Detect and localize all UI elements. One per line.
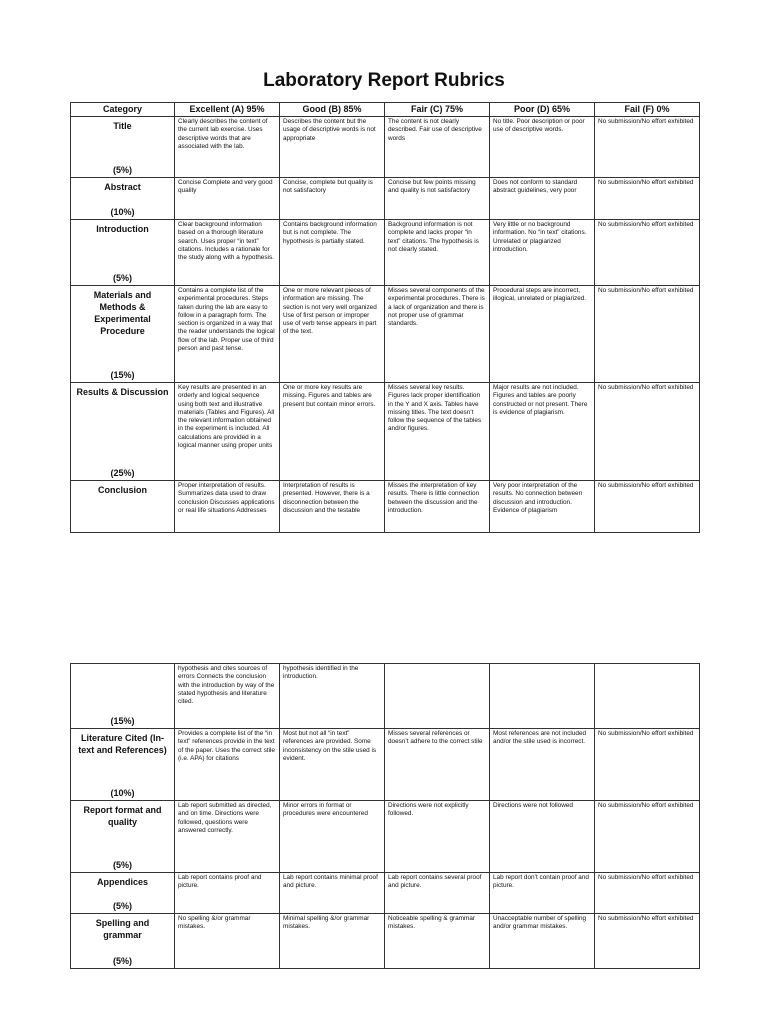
criteria-cell-good: Minor errors in format or procedures were encountered	[280, 801, 385, 873]
rubric-body-1	[71, 117, 700, 533]
criteria-cell-fair	[385, 664, 490, 729]
criteria-cell-good: hypothesis identified in the introduction.	[280, 664, 385, 729]
criteria-cell-poor	[490, 664, 595, 729]
criteria-cell-fair: The content is not clearly described. Fair use of descriptive words	[385, 117, 490, 178]
rubric-row	[71, 383, 700, 481]
criteria-cell-poor: Does not conform to standard abstract guidelines, very poor	[490, 178, 595, 220]
category-weight: (5%)	[112, 273, 132, 283]
category-cell	[71, 220, 175, 286]
criteria-cell-fail: No submission/No effort exhibited	[595, 286, 700, 383]
category-weight: (5%)	[112, 956, 132, 966]
category-name: Report format and quality	[83, 805, 162, 827]
criteria-cell-poor: Unacceptable number of spelling and/or grammar mistakes.	[490, 914, 595, 969]
criteria-cell-good: Describes the content but the usage of descriptive words is not appropriate	[280, 117, 385, 178]
criteria-cell-good: Most but not all “in text” references are provided. Some inconsistency on the stile used is evident.	[280, 729, 385, 801]
header-category: Category	[71, 103, 175, 117]
category-cell	[71, 383, 175, 481]
category-weight: (5%)	[112, 165, 132, 175]
criteria-cell-fair: Concise but few points missing and quality is not satisfactory	[385, 178, 490, 220]
criteria-cell-poor: No title. Poor description or poor use of descriptive words.	[490, 117, 595, 178]
category-name: Materials and Methods & Experimental Procedure	[93, 290, 152, 336]
criteria-cell-excellent: hypothesis and cites sources of errors Connects the conclusion with the introduction by way of the stated hypothesis and literature cited.	[175, 664, 280, 729]
criteria-cell-fair: Misses the interpretation of key results. There is little connection between the discussion and the introduction.	[385, 481, 490, 533]
criteria-cell-poor: Directions were not followed	[490, 801, 595, 873]
rubric-row	[71, 117, 700, 178]
header-excellent: Excellent (A) 95%	[175, 103, 280, 117]
criteria-cell-good: Interpretation of results is presented. However, there is a disconnection between the discussion and the testable	[280, 481, 385, 533]
criteria-cell-excellent: Clearly describes the content of the current lab exercise. Uses descriptive words that are associated with the lab.	[175, 117, 280, 178]
criteria-cell-poor: Major results are not included. Figures and tables are poorly constructed or not present. There is evidence of plagiarism.	[490, 383, 595, 481]
category-name: Appendices	[96, 877, 148, 887]
category-cell	[71, 873, 175, 914]
criteria-cell-good: Contains background information but is not complete. The hypothesis is partially stated.	[280, 220, 385, 286]
criteria-cell-excellent: Concise Complete and very good quality	[175, 178, 280, 220]
criteria-cell-fair: Misses several references or doesn’t adhere to the correct stile	[385, 729, 490, 801]
criteria-cell-excellent: Proper interpretation of results. Summarizes data used to draw conclusion Discusses applications or real life situations Addresses	[175, 481, 280, 533]
category-name: Conclusion	[98, 485, 147, 495]
category-weight: (25%)	[110, 468, 135, 478]
criteria-cell-poor: Very poor interpretation of the results. No connection between discussion and introduction. Evidence of plagiarism	[490, 481, 595, 533]
criteria-cell-excellent: Clear background information based on a thorough literature search. Uses proper “in text” citations. Includes a rationale for the study along with a hypothesis.	[175, 220, 280, 286]
header-good: Good (B) 85%	[280, 103, 385, 117]
criteria-cell-poor: Procedural steps are incorrect, illogical, unrelated or plagiarized.	[490, 286, 595, 383]
criteria-cell-fail: No submission/No effort exhibited	[595, 801, 700, 873]
rubric-row	[71, 481, 700, 533]
category-weight: (15%)	[110, 716, 135, 726]
category-weight: (15%)	[110, 370, 135, 380]
category-cell	[71, 914, 175, 969]
criteria-cell-good: Lab report contains minimal proof and picture.	[280, 873, 385, 914]
criteria-cell-poor: Very little or no background information. No “in text” citations. Unrelated or plagiarized introduction.	[490, 220, 595, 286]
category-cell	[71, 178, 175, 220]
category-name: Literature Cited (In-text and References)	[78, 733, 167, 755]
category-name: Title	[113, 121, 132, 131]
header-fail: Fail (F) 0%	[595, 103, 700, 117]
category-cell	[71, 801, 175, 873]
criteria-cell-fail: No submission/No effort exhibited	[595, 481, 700, 533]
criteria-cell-good: One or more relevant pieces of information are missing. The section is not very well organized Use of first person or improper use of verb tense appears in part of the text.	[280, 286, 385, 383]
category-cell	[71, 117, 175, 178]
criteria-cell-excellent: Provides a complete list of the “in text” references provide in the text of the paper. Uses the correct stile (i.e. APA) for citations	[175, 729, 280, 801]
rubric-row	[71, 801, 700, 873]
criteria-cell-fair: Misses several components of the experimental procedures. There is a lack of organization and there is not proper use of grammar standards.	[385, 286, 490, 383]
criteria-cell-excellent: Lab report submitted as directed, and on time. Directions were followed, questions were answered correctly.	[175, 801, 280, 873]
category-weight: (5%)	[112, 901, 132, 911]
criteria-cell-poor: Most references are not included and/or the stile used is incorrect.	[490, 729, 595, 801]
criteria-cell-fail: No submission/No effort exhibited	[595, 873, 700, 914]
page-title: Laboratory Report Rubrics	[263, 70, 505, 91]
criteria-cell-excellent: Contains a complete list of the experimental procedures. Steps taken during the lab are easy to follow in a paragraph form. The section is organized in a way that the reader understands the logical flow of the lab. Proper use of third person and past tense.	[175, 286, 280, 383]
criteria-cell-fail: No submission/No effort exhibited	[595, 914, 700, 969]
rubric-table-part-2	[70, 663, 700, 969]
category-name: Spelling and grammar	[95, 918, 150, 940]
criteria-cell-fair: Noticeable spelling & grammar mistakes.	[385, 914, 490, 969]
header-row	[71, 103, 700, 117]
criteria-cell-fair: Misses several key results. Figures lack proper identification in the Y and X axis. Tables have missing titles. The text doesn’t follow the sequence of the tables and/or figures.	[385, 383, 490, 481]
rubric-row	[71, 178, 700, 220]
category-cell	[71, 481, 175, 533]
criteria-cell-fail	[595, 664, 700, 729]
category-weight: (10%)	[110, 207, 135, 217]
criteria-cell-excellent: No spelling &/or grammar mistakes.	[175, 914, 280, 969]
category-weight: (5%)	[112, 860, 132, 870]
rubric-row	[71, 220, 700, 286]
category-cell	[71, 729, 175, 801]
category-cell	[71, 664, 175, 729]
rubric-row	[71, 664, 700, 729]
criteria-cell-good: Concise, complete but quality is not satisfactory	[280, 178, 385, 220]
category-name	[74, 665, 171, 667]
criteria-cell-fail: No submission/No effort exhibited	[595, 729, 700, 801]
category-cell	[71, 286, 175, 383]
rubric-body-2	[71, 664, 700, 969]
criteria-cell-good: One or more key results are missing. Figures and tables are present but contain minor errors.	[280, 383, 385, 481]
header-poor: Poor (D) 65%	[490, 103, 595, 117]
criteria-cell-fair: Background information is not complete and lacks proper “in text” citations. The hypothesis is not clearly stated.	[385, 220, 490, 286]
criteria-cell-poor: Lab report don’t contain proof and picture.	[490, 873, 595, 914]
criteria-cell-excellent: Key results are presented in an orderly and logical sequence using both text and illustrative materials (Tables and Figures). All the relevant information obtained in the experiment is included. All calculations are provided in a logical manner using proper units	[175, 383, 280, 481]
criteria-cell-fail: No submission/No effort exhibited	[595, 383, 700, 481]
criteria-cell-excellent: Lab report contains proof and picture.	[175, 873, 280, 914]
criteria-cell-good: Minimal spelling &/or grammar mistakes.	[280, 914, 385, 969]
category-weight: (10%)	[110, 788, 135, 798]
header-fair: Fair (C) 75%	[385, 103, 490, 117]
criteria-cell-fair: Lab report contains several proof and picture.	[385, 873, 490, 914]
criteria-cell-fail: No submission/No effort exhibited	[595, 178, 700, 220]
rubric-row	[71, 286, 700, 383]
rubric-row	[71, 873, 700, 914]
rubric-table-part-1	[70, 102, 700, 533]
category-name: Introduction	[96, 224, 149, 234]
criteria-cell-fair: Directions were not explicitly followed.	[385, 801, 490, 873]
category-name: Abstract	[104, 182, 141, 192]
rubric-row	[71, 729, 700, 801]
category-name: Results & Discussion	[76, 387, 169, 397]
rubric-row	[71, 914, 700, 969]
criteria-cell-fail: No submission/No effort exhibited	[595, 220, 700, 286]
criteria-cell-fail: No submission/No effort exhibited	[595, 117, 700, 178]
